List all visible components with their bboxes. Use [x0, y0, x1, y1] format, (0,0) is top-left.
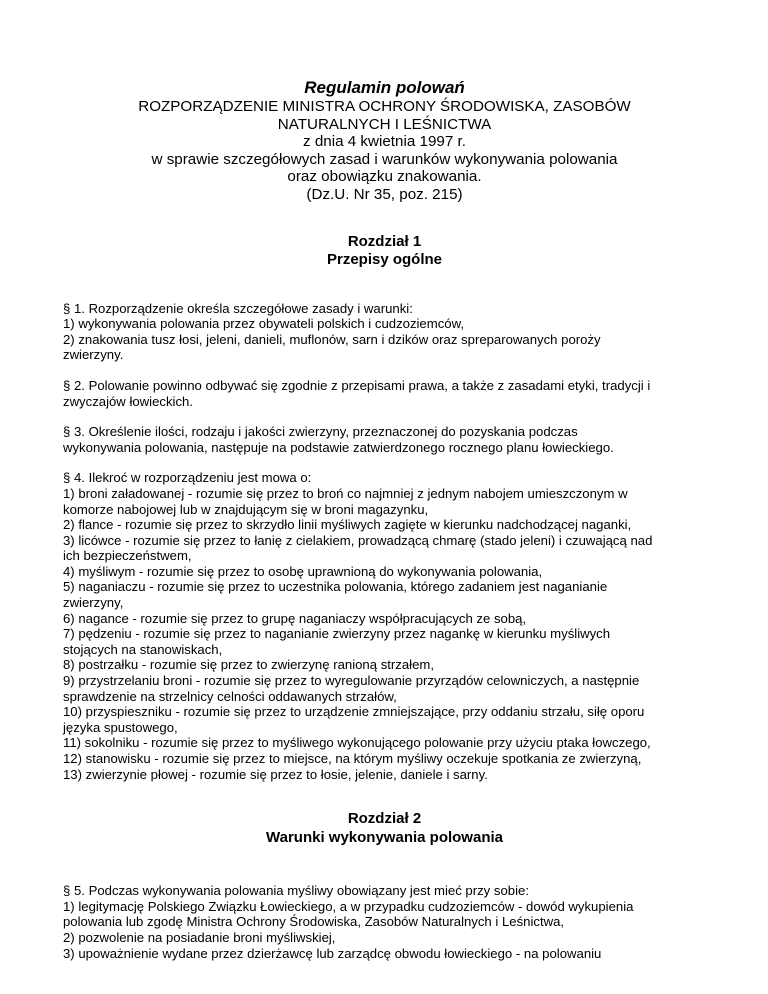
paragraph-line: § 3. Określenie ilości, rodzaju i jakości zwierzyny, przeznaczonej do pozyskania podczas — [63, 424, 578, 440]
paragraph-line: 3) upoważnienie wydane przez dzierżawcę lub zarządcę obwodu łowieckiego - na polowaniu — [63, 945, 602, 961]
chapter-2-heading — [63, 810, 706, 847]
paragraph-line: ich bezpieczeństwem, — [63, 548, 192, 564]
paragraph-line: 9) przystrzelaniu broni - rozumie się przez to wyregulowanie przyrządów celowniczych, a następnie — [63, 673, 640, 689]
paragraph-line: 2) pozwolenie na posiadanie broni myśliwskiej, — [63, 929, 336, 945]
chapter-2-title: Warunki wykonywania polowania — [266, 828, 503, 846]
paragraph-3 — [63, 424, 706, 455]
regulation-name-line-2: NATURALNYCH I LEŚNICTWA — [277, 115, 492, 133]
chapter-1-heading — [63, 233, 706, 270]
paragraph-line: 7) pędzeniu - rozumie się przez to naganianie zwierzyny przez nagankę w kierunku myśliwych — [63, 626, 611, 642]
paragraph-line: stojących na stanowiskach, — [63, 641, 223, 657]
chapter-1-number: Rozdział 1 — [347, 232, 422, 250]
paragraph-line: 13) zwierzynie płowej - rozumie się przez to łosie, jelenie, daniele i sarny. — [63, 766, 488, 782]
paragraph-line: zwierzyny, — [63, 595, 124, 611]
paragraph-5 — [63, 883, 706, 961]
paragraph-line: 5) naganiaczu - rozumie się przez to uczestnika polowania, którego zadaniem jest naganianie — [63, 579, 608, 595]
paragraph-line: § 2. Polowanie powinno odbywać się zgodnie z przepisami prawa, a także z zasadami etyki, tradycji i — [63, 377, 651, 393]
paragraph-line: 3) licówce - rozumie się przez to łanię z cielakiem, prowadzącą chmarę (stado jeleni) i czuwającą nad — [63, 532, 653, 548]
paragraph-line: polowania lub zgodę Ministra Ochrony Środowiska, Zasobów Naturalnych i Leśnictwa, — [63, 914, 565, 930]
paragraph-line: § 4. Ilekroć w rozporządzeniu jest mowa o: — [63, 470, 312, 486]
chapter-1-title: Przepisy ogólne — [326, 251, 443, 269]
paragraph-line: 4) myśliwym - rozumie się przez to osobę uprawnioną do wykonywania polowania, — [63, 563, 543, 579]
paragraph-line: 1) broni załadowanej - rozumie się przez to broń co najmniej z jednym nabojem umieszczonym w — [63, 485, 628, 501]
paragraph-line: § 1. Rozporządzenie określa szczegółowe zasady i warunki: — [63, 300, 413, 316]
paragraph-line: zwyczajów łowieckich. — [63, 393, 193, 409]
paragraph-line: 2) znakowania tusz łosi, jeleni, danieli, muflonów, sarn i dzików oraz spreparowanych poroży — [63, 331, 601, 347]
document-title: Regulamin polowań — [304, 78, 465, 97]
paragraph-line: 8) postrzałku - rozumie się przez to zwierzynę ranioną strzałem, — [63, 657, 434, 673]
document-header — [63, 78, 706, 204]
paragraph-1 — [63, 301, 706, 363]
regulation-date: z dnia 4 kwietnia 1997 r. — [303, 133, 466, 151]
regulation-name-line-1: ROZPORZĄDZENIE MINISTRA OCHRONY ŚRODOWISKA, ZASOBÓW — [138, 98, 631, 115]
chapter-2-number: Rozdział 2 — [347, 810, 422, 828]
paragraph-line: komorze nabojowej lub w znajdującym się w broni magazynku, — [63, 501, 429, 517]
paragraph-line: wykonywania polowania, następuje na podstawie zatwierdzonego rocznego planu łowieckiego. — [63, 439, 614, 455]
paragraph-line: 11) sokolniku - rozumie się przez to myśliwego wykonującego polowanie przy użyciu ptaka łowczego, — [63, 735, 651, 751]
paragraph-line: zwierzyny. — [63, 347, 124, 363]
paragraph-4 — [63, 470, 706, 782]
regulation-subject-line-1: w sprawie szczegółowych zasad i warunków wykonywania polowania — [151, 150, 618, 168]
paragraph-line: 1) wykonywania polowania przez obywateli polskich i cudzoziemców, — [63, 316, 464, 332]
paragraph-line: 10) przyspieszniku - rozumie się przez to urządzenie zmniejszające, przy oddaniu strzału, siłę oporu — [63, 704, 645, 720]
paragraph-line: 1) legitymację Polskiego Związku Łowieckiego, a w przypadku cudzoziemców - dowód wykupienia — [63, 898, 634, 914]
paragraph-line: 2) flance - rozumie się przez to skrzydło linii myśliwych zagięte w kierunku nadchodzącej naganki, — [63, 517, 632, 533]
paragraph-2 — [63, 378, 706, 409]
paragraph-line: języka spustowego, — [63, 719, 178, 735]
regulation-subject-line-2: oraz obowiązku znakowania. — [287, 168, 482, 186]
paragraph-line: 12) stanowisku - rozumie się przez to miejsce, na którym myśliwy oczekuje spotkania ze zwierzyną, — [63, 751, 642, 766]
paragraph-line: 6) nagance - rozumie się przez to grupę naganiaczy współpracujących ze sobą, — [63, 610, 527, 626]
paragraph-line: sprawdzenie na strzelnicy celności oddawanych strzałów, — [63, 688, 397, 704]
journal-reference: (Dz.U. Nr 35, poz. 215) — [306, 185, 463, 203]
paragraph-line: § 5. Podczas wykonywania polowania myśliwy obowiązany jest mieć przy sobie: — [63, 883, 529, 899]
